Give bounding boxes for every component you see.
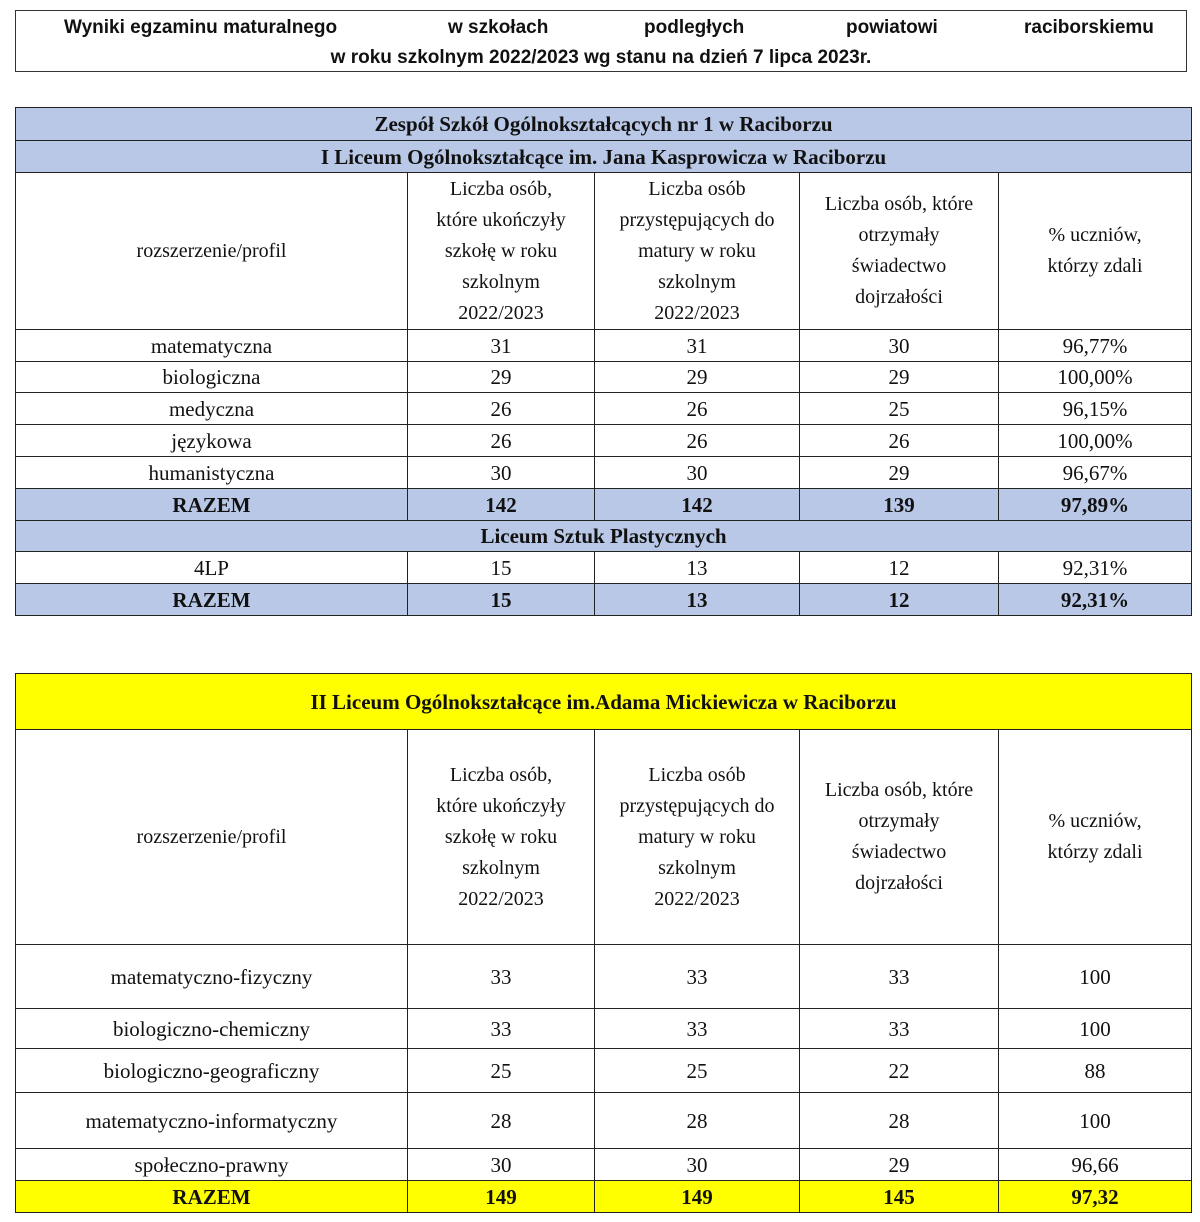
cell-graduated: 26: [408, 425, 595, 457]
col-header-certificate: Liczba osób, które otrzymały świadectwo dojrzałości: [800, 173, 999, 330]
header-word: w szkołach: [448, 17, 549, 38]
cell-passed-pct: 92,31%: [999, 584, 1192, 616]
cell-passed-pct: 100,00%: [999, 362, 1192, 393]
table-row: [16, 945, 1192, 1009]
cell-took-exam: 28: [595, 1093, 800, 1149]
cell-graduated: 29: [408, 362, 595, 393]
header-word: podległych: [644, 17, 745, 38]
col-header-profile: rozszerzenie/profil: [16, 173, 408, 330]
cell-took-exam: 30: [595, 1149, 800, 1181]
cell-passed-pct: 96,67%: [999, 457, 1192, 489]
cell-total-label: RAZEM: [16, 584, 408, 616]
cell-graduated: 28: [408, 1093, 595, 1149]
cell-certificate: 28: [800, 1093, 999, 1149]
col-header-certificate: Liczba osób, które otrzymały świadectwo dojrzałości: [800, 730, 999, 945]
table-row: [16, 330, 1192, 362]
cell-profile: społeczno-prawny: [16, 1149, 408, 1181]
cell-certificate: 33: [800, 945, 999, 1009]
cell-graduated: 33: [408, 945, 595, 1009]
table-row: [16, 425, 1192, 457]
column-header-row: [16, 730, 1192, 945]
table-row: [16, 1049, 1192, 1093]
cell-graduated: 30: [408, 1149, 595, 1181]
school-group-title: Zespół Szkół Ogólnokształcących nr 1 w Raciborzu: [16, 108, 1192, 141]
col-header-passed-pct: % uczniów, którzy zdali: [999, 173, 1192, 330]
table-row: [16, 1009, 1192, 1049]
cell-passed-pct: 100: [999, 1009, 1192, 1049]
cell-profile: językowa: [16, 425, 408, 457]
cell-certificate: 26: [800, 425, 999, 457]
cell-profile: biologiczno-chemiczny: [16, 1009, 408, 1049]
cell-passed-pct: 96,66: [999, 1149, 1192, 1181]
results-table-zso1: [15, 107, 1192, 616]
total-row: [16, 584, 1192, 616]
table-row: [16, 1149, 1192, 1181]
header-word: powiatowi: [846, 17, 938, 38]
cell-passed-pct: 88: [999, 1049, 1192, 1093]
cell-graduated: 25: [408, 1049, 595, 1093]
results-table-lo2: [15, 673, 1192, 1213]
cell-graduated: 142: [408, 489, 595, 521]
cell-took-exam: 13: [595, 552, 800, 584]
cell-passed-pct: 100: [999, 1093, 1192, 1149]
total-row: [16, 489, 1192, 521]
column-header-row: [16, 173, 1192, 330]
cell-certificate: 29: [800, 362, 999, 393]
cell-passed-pct: 100: [999, 945, 1192, 1009]
cell-passed-pct: 96,77%: [999, 330, 1192, 362]
cell-certificate: 33: [800, 1009, 999, 1049]
cell-passed-pct: 100,00%: [999, 425, 1192, 457]
table-title-row: [16, 108, 1192, 141]
cell-passed-pct: 96,15%: [999, 393, 1192, 425]
col-header-graduated: Liczba osób, które ukończyły szkołę w roku szkolnym 2022/2023: [408, 730, 595, 945]
header-word: Wyniki egzaminu maturalnego: [64, 17, 338, 38]
cell-graduated: 33: [408, 1009, 595, 1049]
cell-graduated: 15: [408, 584, 595, 616]
cell-profile: matematyczno-fizyczny: [16, 945, 408, 1009]
cell-certificate: 139: [800, 489, 999, 521]
col-header-took-exam: Liczba osób przystępujących do matury w roku szkolnym 2022/2023: [595, 730, 800, 945]
table-row: [16, 393, 1192, 425]
cell-took-exam: 31: [595, 330, 800, 362]
cell-took-exam: 142: [595, 489, 800, 521]
table-school-row: [16, 521, 1192, 552]
cell-graduated: 30: [408, 457, 595, 489]
cell-certificate: 30: [800, 330, 999, 362]
cell-passed-pct: 97,32: [999, 1181, 1192, 1213]
cell-took-exam: 33: [595, 1009, 800, 1049]
cell-took-exam: 26: [595, 425, 800, 457]
cell-certificate: 22: [800, 1049, 999, 1093]
document-header: [15, 10, 1187, 72]
table-row: [16, 457, 1192, 489]
col-header-passed-pct: % uczniów, którzy zdali: [999, 730, 1192, 945]
cell-certificate: 145: [800, 1181, 999, 1213]
cell-profile: biologiczno-geograficzny: [16, 1049, 408, 1093]
col-header-took-exam: Liczba osób przystępujących do matury w roku szkolnym 2022/2023: [595, 173, 800, 330]
col-header-graduated: Liczba osób, które ukończyły szkołę w roku szkolnym 2022/2023: [408, 173, 595, 330]
school-name: I Liceum Ogólnokształcące im. Jana Kasprowicza w Raciborzu: [16, 141, 1192, 173]
header-word: raciborskiemu: [1024, 17, 1154, 38]
school-name: II Liceum Ogólnokształcące im.Adama Mickiewicza w Raciborzu: [16, 674, 1192, 730]
cell-graduated: 149: [408, 1181, 595, 1213]
cell-certificate: 29: [800, 1149, 999, 1181]
cell-certificate: 12: [800, 584, 999, 616]
cell-certificate: 25: [800, 393, 999, 425]
cell-profile: biologiczna: [16, 362, 408, 393]
table-row: [16, 552, 1192, 584]
cell-passed-pct: 97,89%: [999, 489, 1192, 521]
cell-graduated: 15: [408, 552, 595, 584]
cell-profile: medyczna: [16, 393, 408, 425]
school-name: Liceum Sztuk Plastycznych: [16, 521, 1192, 552]
cell-total-label: RAZEM: [16, 489, 408, 521]
table-row: [16, 362, 1192, 393]
cell-graduated: 31: [408, 330, 595, 362]
cell-profile: matematyczno-informatyczny: [16, 1093, 408, 1149]
col-header-profile: rozszerzenie/profil: [16, 730, 408, 945]
cell-took-exam: 25: [595, 1049, 800, 1093]
cell-profile: matematyczna: [16, 330, 408, 362]
cell-took-exam: 13: [595, 584, 800, 616]
cell-profile: 4LP: [16, 552, 408, 584]
cell-took-exam: 149: [595, 1181, 800, 1213]
cell-profile: humanistyczna: [16, 457, 408, 489]
table-school-row: [16, 674, 1192, 730]
header-subtitle: w roku szkolnym 2022/2023 wg stanu na dzień 7 lipca 2023r.: [330, 47, 872, 68]
total-row: [16, 1181, 1192, 1213]
cell-graduated: 26: [408, 393, 595, 425]
table-school-row: [16, 141, 1192, 173]
cell-certificate: 29: [800, 457, 999, 489]
cell-certificate: 12: [800, 552, 999, 584]
cell-total-label: RAZEM: [16, 1181, 408, 1213]
cell-took-exam: 30: [595, 457, 800, 489]
cell-took-exam: 26: [595, 393, 800, 425]
cell-took-exam: 29: [595, 362, 800, 393]
table-row: [16, 1093, 1192, 1149]
cell-passed-pct: 92,31%: [999, 552, 1192, 584]
cell-took-exam: 33: [595, 945, 800, 1009]
